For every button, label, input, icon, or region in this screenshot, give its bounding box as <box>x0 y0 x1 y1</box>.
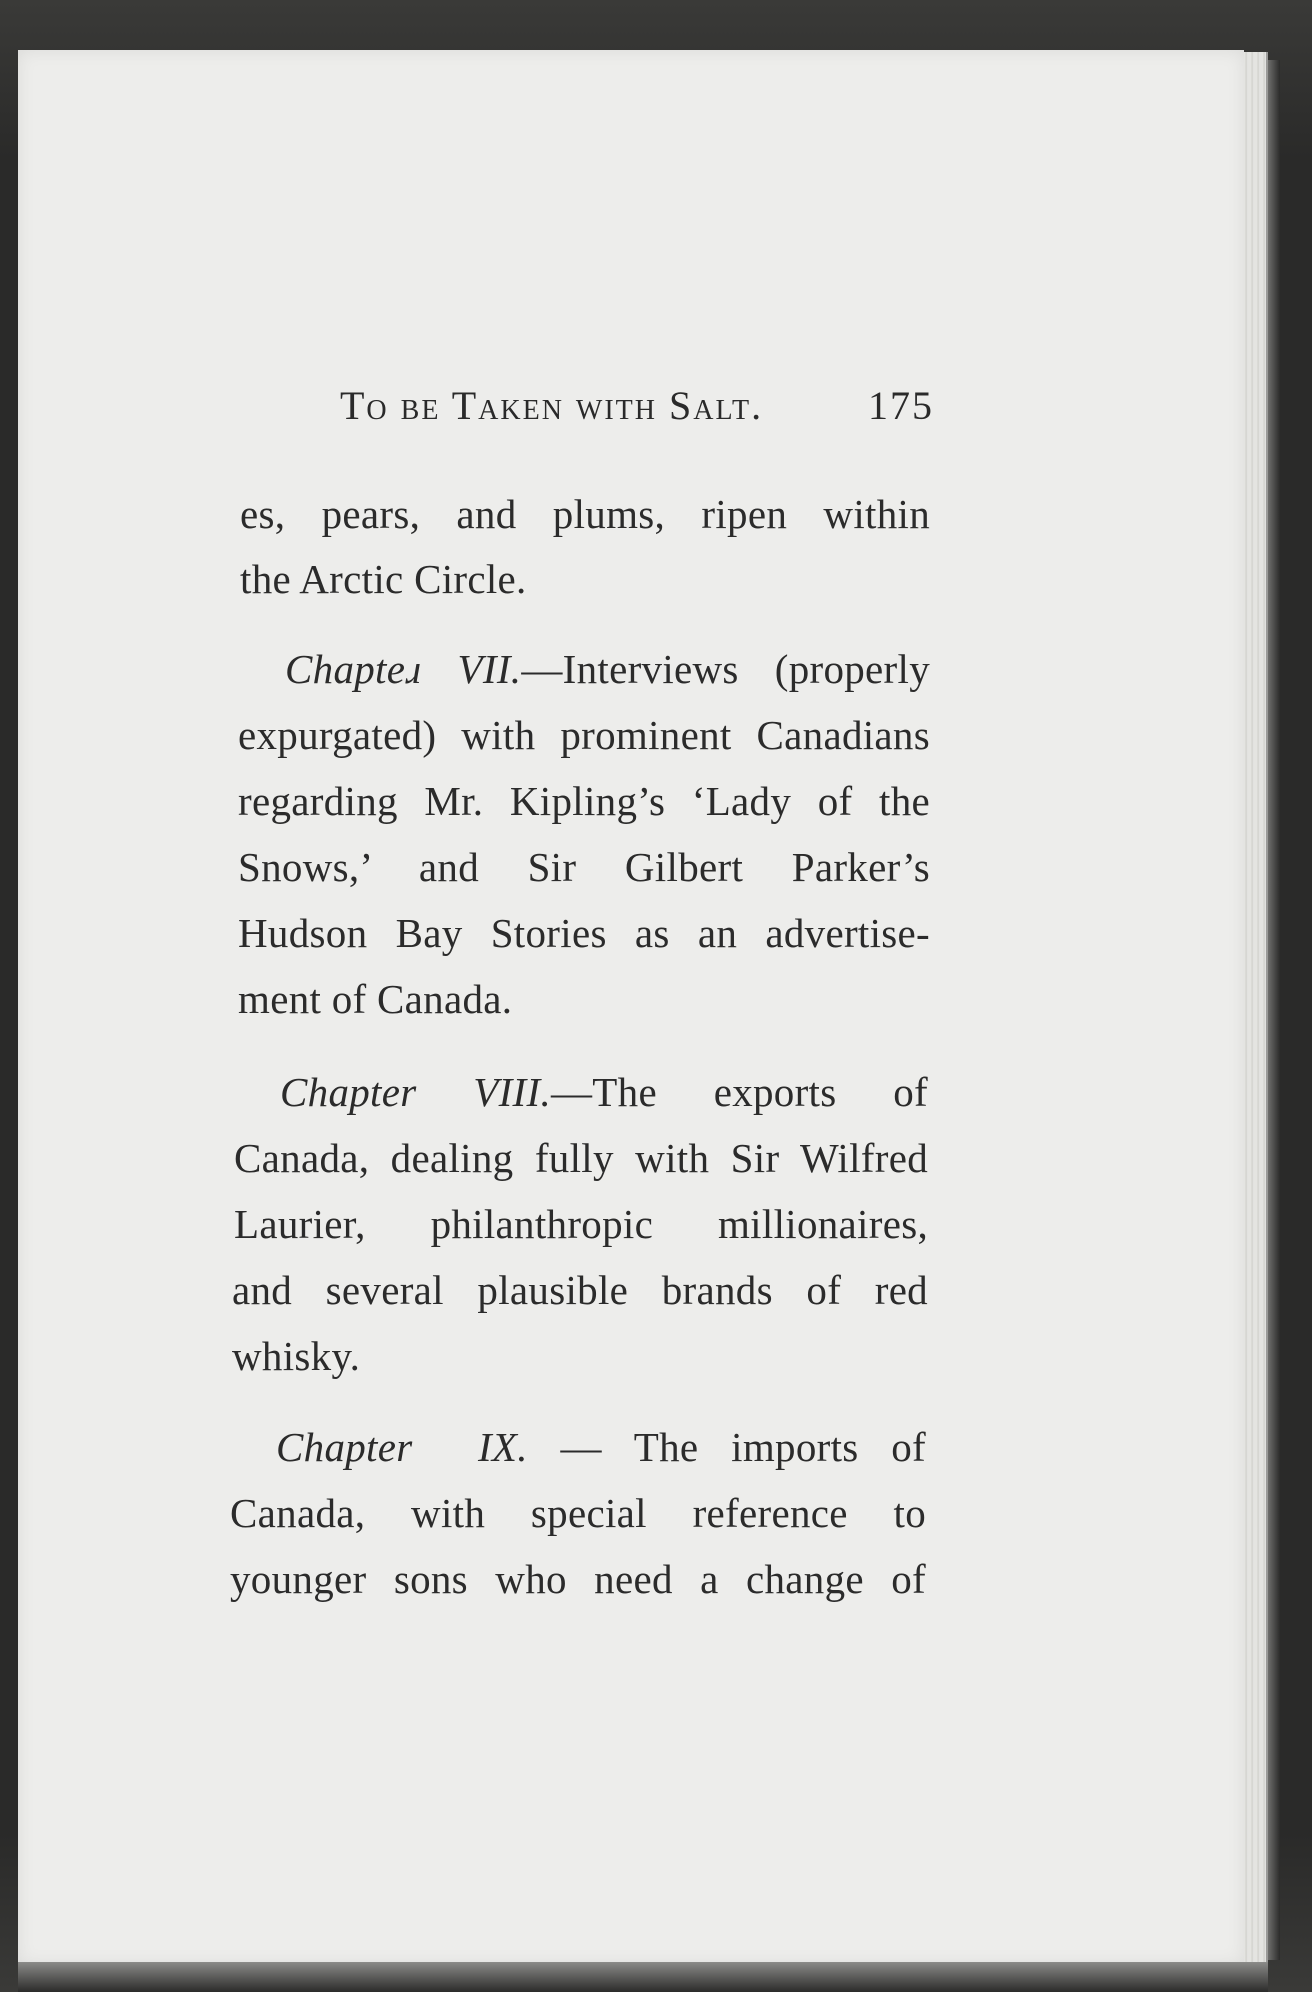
running-head-title: To be Taken with Salt. <box>340 383 764 428</box>
line-text: Canada, with special reference to <box>230 1490 926 1536</box>
page-edge-shadow <box>1266 60 1280 1960</box>
text-line <box>240 555 527 603</box>
text-line <box>238 909 930 957</box>
line-content <box>280 1068 928 1116</box>
line-text: and several plausible brands of red <box>232 1267 928 1313</box>
text-line <box>238 975 512 1023</box>
line-text: younger sons who need a change of <box>230 1556 926 1602</box>
text-line <box>238 843 930 891</box>
line-text: —The exports of <box>551 1069 928 1115</box>
line-text: expurgated) with prominent Canadians <box>238 712 930 758</box>
line-text: ment of Canada. <box>238 976 513 1022</box>
text-line <box>230 1555 926 1603</box>
text-line <box>234 1134 928 1182</box>
line-text: regarding Mr. Kipling’s ‘Lady of the <box>238 778 930 824</box>
chapter-heading: Chapter <box>276 1424 413 1470</box>
line-text: the Arctic Circle. <box>240 556 527 602</box>
text-line <box>234 1200 928 1248</box>
chapter-heading: Chapteɹ VII. <box>285 646 522 692</box>
line-text: Hudson Bay Stories as an advertise- <box>238 910 930 956</box>
book-page <box>18 50 1244 1965</box>
running-head <box>340 382 940 429</box>
line-content <box>285 645 930 693</box>
text-line <box>232 1266 928 1314</box>
chapter-heading: Chapter VIII. <box>280 1069 551 1115</box>
text-line <box>285 645 930 693</box>
text-line <box>232 1332 360 1380</box>
line-text: Snows,’ and Sir Gilbert Parker’s <box>238 844 930 890</box>
text-line <box>238 711 930 759</box>
text-line <box>230 1489 926 1537</box>
text-line <box>238 777 930 825</box>
bottom-shadow <box>18 1962 1268 1992</box>
line-text: Canada, dealing fully with Sir Wilfred <box>234 1135 928 1181</box>
line-text: Laurier, philanthropic millionaires, <box>234 1201 928 1247</box>
line-text: whisky. <box>232 1333 361 1379</box>
text-line <box>276 1423 926 1471</box>
chapter-number: IX. <box>477 1424 528 1470</box>
line-text: —Interviews (properly <box>521 646 930 692</box>
text-line <box>240 490 930 538</box>
line-text: es, pears, and plums, ripen within <box>240 491 930 537</box>
page-number: 175 <box>868 383 934 428</box>
text-line <box>280 1068 928 1116</box>
line-content <box>276 1423 926 1471</box>
line-text: — The imports of <box>560 1424 926 1470</box>
